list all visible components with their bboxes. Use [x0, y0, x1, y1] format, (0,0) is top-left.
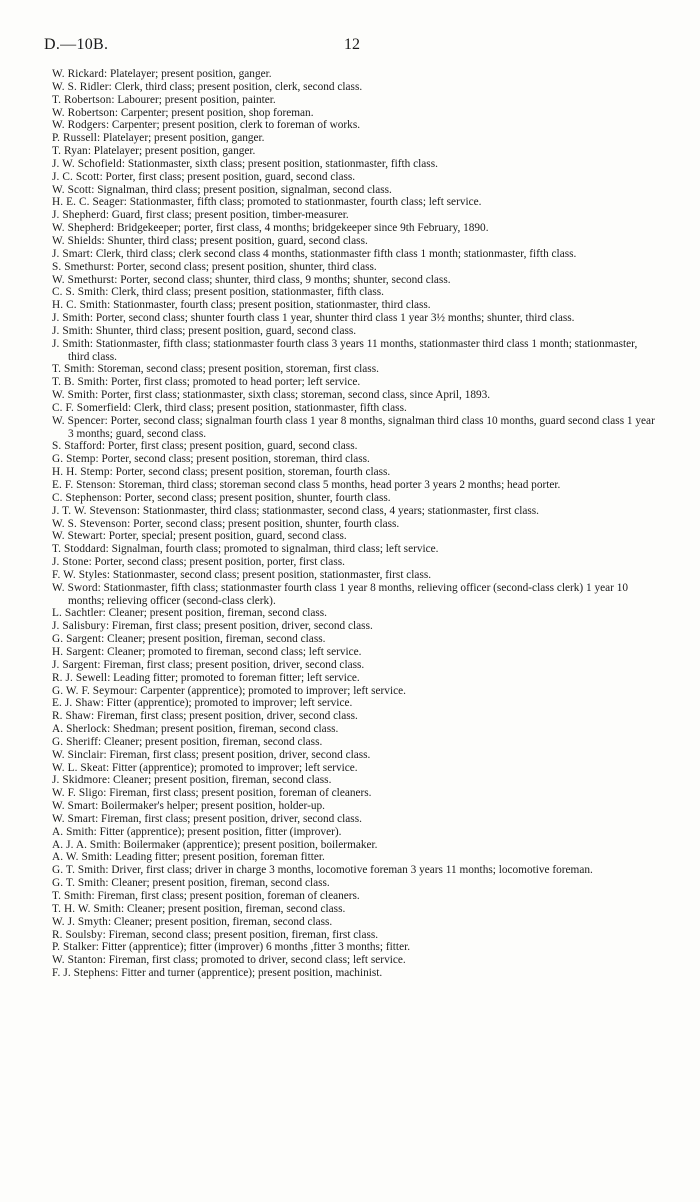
employee-name: W. Shepherd: [52, 222, 112, 235]
list-item: [52, 235, 660, 248]
list-item: [52, 710, 660, 723]
employment-history: Porter, first class; present position, guard, second class.: [105, 170, 356, 183]
separator: :: [95, 453, 102, 466]
employee-name: H. C. Smith: [52, 299, 108, 312]
list-item: [52, 466, 660, 479]
employee-name: H. E. C. Seager: [52, 196, 124, 209]
list-item: [52, 171, 660, 184]
list-item: [52, 864, 660, 877]
separator: :: [102, 954, 109, 967]
list-item: [52, 530, 660, 543]
employment-history: Fireman, first class; present position, driver, second class.: [101, 812, 362, 825]
list-item: [52, 145, 660, 158]
employee-name: T. Robertson: [52, 93, 112, 106]
employee-name: E. J. Shaw: [52, 697, 101, 710]
employment-history: Signalman, third class; present position, signalman, second class.: [97, 183, 392, 196]
employment-history: Porter, first class; promoted to head porter; left service.: [110, 376, 361, 389]
list-item: [52, 877, 660, 890]
employment-history: Porter, second class; shunter, third class, 9 months; shunter, second class.: [120, 273, 451, 286]
employee-name: W. Stanton: [52, 954, 103, 967]
employment-history: Stationmaster, third class; stationmaster, second class, 4 years; stationmaster, first class.: [142, 504, 539, 517]
employment-history: Platelayer; present position, ganger.: [102, 132, 265, 145]
separator: :: [89, 324, 96, 337]
employee-name: L. Sachtler: [52, 607, 103, 620]
employee-name: T. Stoddard: [52, 543, 106, 556]
separator: :: [105, 209, 112, 222]
list-item: [52, 787, 660, 800]
employee-name: J. C. Scott: [52, 170, 100, 183]
separator: :: [102, 928, 109, 941]
list-item: [52, 119, 660, 132]
separator: :: [101, 440, 108, 453]
employee-name: G. W. F. Seymour: [52, 684, 135, 697]
employment-history: Fireman, first class; present position, foreman of cleaners.: [109, 787, 372, 800]
employee-name: S. Stafford: [52, 440, 102, 453]
separator: :: [105, 119, 112, 132]
separator: :: [95, 941, 102, 954]
separator: :: [105, 877, 112, 890]
list-item: [52, 646, 660, 659]
employment-history: Labourer; present position, painter.: [117, 93, 276, 106]
employment-history: Fitter (apprentice); present position, fitter (improver).: [99, 825, 342, 838]
separator: :: [108, 851, 115, 864]
list-item: [52, 248, 660, 261]
employee-name: P. Stalker: [52, 941, 96, 954]
separator: :: [114, 273, 121, 286]
employee-name: F. J. Stephens: [52, 967, 116, 980]
employee-name: J. Skidmore: [52, 774, 108, 787]
separator: :: [95, 800, 102, 813]
list-item: [52, 633, 660, 646]
list-item: [52, 68, 660, 81]
list-item: [52, 941, 660, 954]
separator: :: [112, 479, 119, 491]
employment-history: Leading fitter; present position, foreman fitter.: [114, 851, 325, 864]
separator: :: [101, 645, 108, 658]
employee-name: A. Sherlock: [52, 723, 108, 736]
employment-history: Porter, second class; present position, shunter, fourth class.: [133, 517, 400, 530]
separator: :: [123, 196, 130, 209]
employee-name: G. Sheriff: [52, 735, 98, 748]
separator: :: [95, 389, 102, 402]
separator: :: [111, 93, 118, 106]
employee-name: W. Smart: [52, 800, 96, 813]
employment-history: Porter, second class; present position, storeman, third class.: [101, 453, 370, 466]
employee-name: W. Sinclair: [52, 748, 104, 761]
list-item: [52, 954, 660, 967]
list-item: [52, 274, 660, 287]
list-item: [52, 505, 660, 518]
list-item: [52, 286, 660, 299]
list-item: [52, 338, 660, 364]
employment-history: Boilermaker (apprentice); present position, boilermaker.: [123, 838, 378, 851]
employment-history: Clerk, third class; clerk second class 4 months, stationmaster fifth class 1 month; stationmaster, fifth class.: [95, 247, 577, 260]
list-item: [52, 299, 660, 312]
employment-history: Cleaner; present position, fireman, second class.: [113, 774, 332, 787]
employment-history: Porter, first class; present position, guard, second class.: [107, 440, 358, 453]
employee-name: P. Russell: [52, 132, 97, 145]
employment-history: Platelayer; present position, ganger.: [93, 145, 256, 158]
employee-name: C. S. Smith: [52, 286, 106, 299]
employment-history: Storeman, second class; present position, storeman, first class.: [97, 363, 379, 376]
employee-name: J. W. Schofield: [52, 157, 122, 170]
separator: :: [107, 671, 114, 684]
list-item: [52, 697, 660, 710]
employee-name: J. Shepherd: [52, 209, 106, 222]
employment-history: Fitter (apprentice); promoted to improver; left service.: [112, 761, 358, 774]
separator: :: [134, 684, 141, 697]
employee-name: W. S. Stevenson: [52, 517, 128, 530]
employee-name: W. Shields: [52, 234, 102, 247]
separator: :: [103, 748, 110, 761]
list-item: [52, 132, 660, 145]
employee-name: R. J. Sewell: [52, 671, 108, 684]
separator: :: [127, 517, 134, 530]
separator: :: [89, 247, 96, 260]
separator: :: [117, 838, 124, 851]
separator: :: [103, 787, 110, 800]
employment-history: Stationmaster, fifth class; stationmaster fourth class 1 year 8 months, relieving officer (second-class clerk) 1 year 10 months; relieving officer (second-class clerk).: [68, 581, 629, 607]
list-item: [52, 556, 660, 569]
employee-name: F. W. Styles: [52, 568, 107, 581]
separator: :: [102, 530, 109, 543]
employment-history: Fitter (apprentice); promoted to improver; left service.: [106, 697, 353, 710]
employment-history: Cleaner; promoted to fireman, second class; left service.: [107, 645, 362, 658]
separator: :: [136, 504, 143, 517]
separator: :: [107, 915, 114, 928]
employment-history: Stationmaster, fifth class; stationmaster fourth class 3 years 11 months, stationmaster third class 1 month; stationmaster, third class.: [68, 337, 638, 363]
employee-name: J. T. W. Stevenson: [52, 504, 137, 517]
employment-history: Porter, second class; present position, shunter, fourth class.: [124, 491, 391, 504]
employment-history: Cleaner; present position, fireman, second class.: [108, 607, 327, 620]
employee-name: W. F. Sligo: [52, 787, 104, 800]
separator: :: [89, 337, 96, 350]
employee-name: C. Stephenson: [52, 491, 119, 504]
list-item: [52, 685, 660, 698]
employee-name: H. H. Stemp: [52, 466, 110, 479]
employee-name: T. Ryan: [52, 145, 88, 158]
separator: :: [105, 543, 112, 556]
employment-history: Shunter, third class; present position, guard, second class.: [107, 234, 368, 247]
separator: :: [121, 157, 128, 170]
list-item: [52, 826, 660, 839]
separator: :: [88, 556, 95, 569]
employee-name: T. B. Smith: [52, 376, 105, 389]
employment-history: Stationmaster, second class; present position, stationmaster, first class.: [112, 568, 432, 581]
employee-name: G. Stemp: [52, 453, 96, 466]
employee-name: T. H. W. Smith: [52, 902, 121, 915]
list-item: [52, 107, 660, 120]
separator: :: [97, 735, 104, 748]
employment-history: Carpenter; present position, clerk to foreman of works.: [111, 119, 361, 132]
employee-name: T. Smith: [52, 363, 92, 376]
list-item: [52, 81, 660, 94]
list-item: [52, 967, 660, 980]
separator: :: [99, 170, 106, 183]
separator: :: [118, 491, 125, 504]
employment-history: Fitter and turner (apprentice); present position, machinist.: [121, 967, 383, 980]
employee-name: S. Smethurst: [52, 260, 111, 273]
list-item: [52, 325, 660, 338]
separator: :: [95, 812, 102, 825]
employment-history: Porter, special; present position, guard, second class.: [108, 530, 347, 543]
employment-history: Shunter, third class; present position, guard, second class.: [95, 324, 357, 337]
separator: :: [111, 222, 118, 235]
employee-name: W. Rickard: [52, 68, 105, 80]
list-item: [52, 184, 660, 197]
employee-name: C. F. Somerfield: [52, 401, 129, 414]
list-item: [52, 672, 660, 685]
employee-name: J. Sargent: [52, 658, 98, 671]
employment-history: Fireman, first class; present position, driver, second class.: [111, 620, 373, 633]
list-item: [52, 492, 660, 505]
employment-history: Cleaner; present position, fireman, second class.: [126, 902, 346, 915]
list-item: [52, 762, 660, 775]
separator: :: [120, 902, 127, 915]
employment-history: Clerk, third class; present position, stationmaster, fifth class.: [133, 401, 407, 414]
employee-name: E. F. Stenson: [52, 479, 113, 491]
employment-history: Stationmaster, sixth class; present position, stationmaster, fifth class.: [127, 157, 438, 170]
employment-history: Carpenter; present position, shop foreman.: [120, 106, 314, 119]
list-item: [52, 543, 660, 556]
employment-history: Platelayer; present position, ganger.: [110, 68, 272, 80]
list-item: [52, 903, 660, 916]
employment-history: Porter, second class; signalman fourth class 1 year 8 months, signalman third class 10 months, guard second class 1 year 3 months; guard, second class.: [68, 414, 655, 440]
employment-history: Fireman, first class; present position, driver, second class.: [96, 710, 358, 723]
separator: :: [106, 568, 113, 581]
list-item: [52, 774, 660, 787]
employment-history: Bridgekeeper; porter, first class, 4 months; bridgekeeper since 9th February, 1890.: [117, 222, 489, 235]
list-item: [52, 929, 660, 942]
list-item: [52, 851, 660, 864]
employee-name: J. Salisbury: [52, 620, 106, 633]
separator: :: [100, 697, 107, 710]
list-item: [52, 94, 660, 107]
employee-name: W. Robertson: [52, 106, 115, 119]
list-item: [52, 363, 660, 376]
separator: :: [101, 234, 108, 247]
separator: :: [105, 286, 112, 299]
list-item: [52, 736, 660, 749]
separator: :: [96, 132, 103, 145]
employment-history: Boilermaker's helper; present position, holder-up.: [101, 800, 325, 813]
employee-name: W. Scott: [52, 183, 92, 196]
separator: :: [109, 466, 116, 479]
employee-name: W. J. Smyth: [52, 915, 108, 928]
employment-history: Cleaner; present position, fireman, second class.: [107, 633, 326, 646]
employee-name: W. Rodgers: [52, 119, 106, 132]
separator: :: [91, 363, 98, 376]
employment-history: Fitter (apprentice); fitter (improver) 6 months ,fitter 3 months; fitter.: [101, 941, 411, 954]
employment-history: Porter, second class; present position, porter, first class.: [94, 556, 345, 569]
separator: :: [105, 620, 112, 633]
employment-history: Fireman, first class; promoted to driver, second class; left service.: [108, 954, 406, 967]
page-header: [44, 36, 660, 56]
employee-name: A. W. Smith: [52, 851, 109, 864]
employment-history: Porter, second class; present position, storeman, fourth class.: [115, 466, 391, 479]
employee-name: J. Smith: [52, 324, 90, 337]
employment-history: Driver, first class; driver in charge 3 months, locomotive foreman 3 years 11 months; locomotive foreman.: [111, 864, 593, 877]
employment-history: Shedman; present position, fireman, second class.: [113, 723, 339, 736]
employment-history: Fireman, second class; present position, fireman, first class.: [108, 928, 379, 941]
separator: :: [115, 967, 122, 980]
list-item: [52, 569, 660, 582]
employment-history: Cleaner; present position, fireman, second class.: [103, 735, 323, 748]
employee-name: R. Soulsby: [52, 928, 103, 941]
separator: :: [87, 145, 94, 158]
employee-name: W. Sword: [52, 581, 98, 594]
list-item: [52, 402, 660, 415]
employee-name: W. Smethurst: [52, 273, 115, 286]
separator: :: [105, 376, 111, 389]
list-item: [52, 607, 660, 620]
list-item: [52, 839, 660, 852]
list-item: [52, 518, 660, 531]
employment-history: Porter, second class; present position, shunter, third class.: [116, 260, 377, 273]
separator: :: [114, 106, 121, 119]
separator: :: [91, 183, 98, 196]
employment-history: Porter, first class; stationmaster, sixth class; storeman, second class, since April, 1893.: [101, 389, 491, 402]
employment-history: Clerk, third class; present position, clerk, second class.: [114, 80, 363, 93]
list-item: [52, 389, 660, 402]
employee-name: G. T. Smith: [52, 877, 106, 890]
separator: :: [91, 890, 98, 902]
employee-name: W. L. Skeat: [52, 761, 107, 774]
separator: :: [93, 825, 100, 838]
list-item: [52, 453, 660, 466]
employment-history: Fireman, first class; present position, driver, second class.: [103, 658, 365, 671]
employee-name: W. Stewart: [52, 530, 103, 543]
list-item: [52, 312, 660, 325]
list-item: [52, 261, 660, 274]
employment-history: Fireman, first class; present position, driver, second class.: [109, 748, 371, 761]
list-item: [52, 659, 660, 672]
separator: :: [97, 658, 104, 671]
staff-record-list: [52, 68, 660, 980]
employment-history: Clerk, third class; present position, stationmaster, fifth class.: [111, 286, 385, 299]
employment-history: Carpenter (apprentice); promoted to improver; left service.: [140, 684, 406, 697]
employee-name: R. Shaw: [52, 710, 91, 723]
list-item: [52, 620, 660, 633]
list-item: [52, 196, 660, 209]
separator: :: [91, 710, 97, 723]
document-reference: D.—10B.: [44, 36, 109, 53]
employment-history: Fireman, first class; present position, foreman of cleaners.: [97, 890, 360, 902]
employee-name: G. Sargent: [52, 633, 102, 646]
employee-name: J. Stone: [52, 556, 89, 569]
list-item: [52, 723, 660, 736]
employment-history: Guard, first class; present position, timber-measurer.: [111, 209, 349, 222]
list-item: [52, 800, 660, 813]
list-item: [52, 376, 660, 389]
employee-name: W. Smart: [52, 812, 96, 825]
employee-name: J. Smith: [52, 312, 90, 325]
page-number: 12: [344, 36, 360, 53]
employment-history: Stationmaster, fifth class; promoted to stationmaster, fourth class; left service.: [129, 196, 482, 209]
list-item: [52, 749, 660, 762]
list-item: [52, 890, 660, 903]
employee-name: J. Smith: [52, 337, 90, 350]
employee-name: W. Smith: [52, 389, 96, 402]
separator: :: [101, 633, 108, 646]
employee-name: J. Smart: [52, 247, 90, 260]
employment-history: Leading fitter; promoted to foreman fitter; left service.: [113, 671, 360, 684]
list-item: [52, 158, 660, 171]
list-item: [52, 582, 660, 608]
employee-name: W. Spencer: [52, 414, 105, 427]
employee-name: A. Smith: [52, 825, 94, 838]
separator: :: [110, 260, 117, 273]
separator: :: [106, 761, 112, 774]
separator: :: [108, 80, 115, 93]
employee-name: H. Sargent: [52, 645, 102, 658]
separator: :: [107, 723, 114, 736]
list-item: [52, 222, 660, 235]
employment-history: Cleaner; present position, fireman, second class.: [111, 877, 330, 890]
separator: :: [97, 581, 104, 594]
employee-name: W. S. Ridler: [52, 80, 109, 93]
employment-history: Signalman, fourth class; promoted to signalman, third class; left service.: [111, 543, 439, 556]
separator: :: [104, 414, 111, 427]
list-item: [52, 415, 660, 441]
list-item: [52, 209, 660, 222]
separator: :: [89, 312, 96, 325]
employment-history: Cleaner; present position, fireman, second class.: [113, 915, 333, 928]
separator: :: [107, 299, 114, 312]
separator: :: [128, 401, 134, 414]
list-item: [52, 440, 660, 453]
employee-name: A. J. A. Smith: [52, 838, 118, 851]
employment-history: Stationmaster, fourth class; present position, stationmaster, third class.: [113, 299, 431, 312]
employment-history: Storeman, third class; storeman second class 5 months, head porter 3 years 2 months; head porter.: [118, 479, 561, 491]
list-item: [52, 916, 660, 929]
list-item: [52, 479, 660, 492]
employment-history: Porter, second class; shunter fourth class 1 year, shunter third class 1 year 3½ months; shunter, third class.: [95, 312, 575, 325]
employee-name: T. Smith: [52, 890, 92, 902]
separator: :: [105, 864, 112, 877]
separator: :: [104, 68, 111, 80]
separator: :: [107, 774, 114, 787]
list-item: [52, 813, 660, 826]
separator: :: [102, 607, 109, 620]
employee-name: G. T. Smith: [52, 864, 106, 877]
